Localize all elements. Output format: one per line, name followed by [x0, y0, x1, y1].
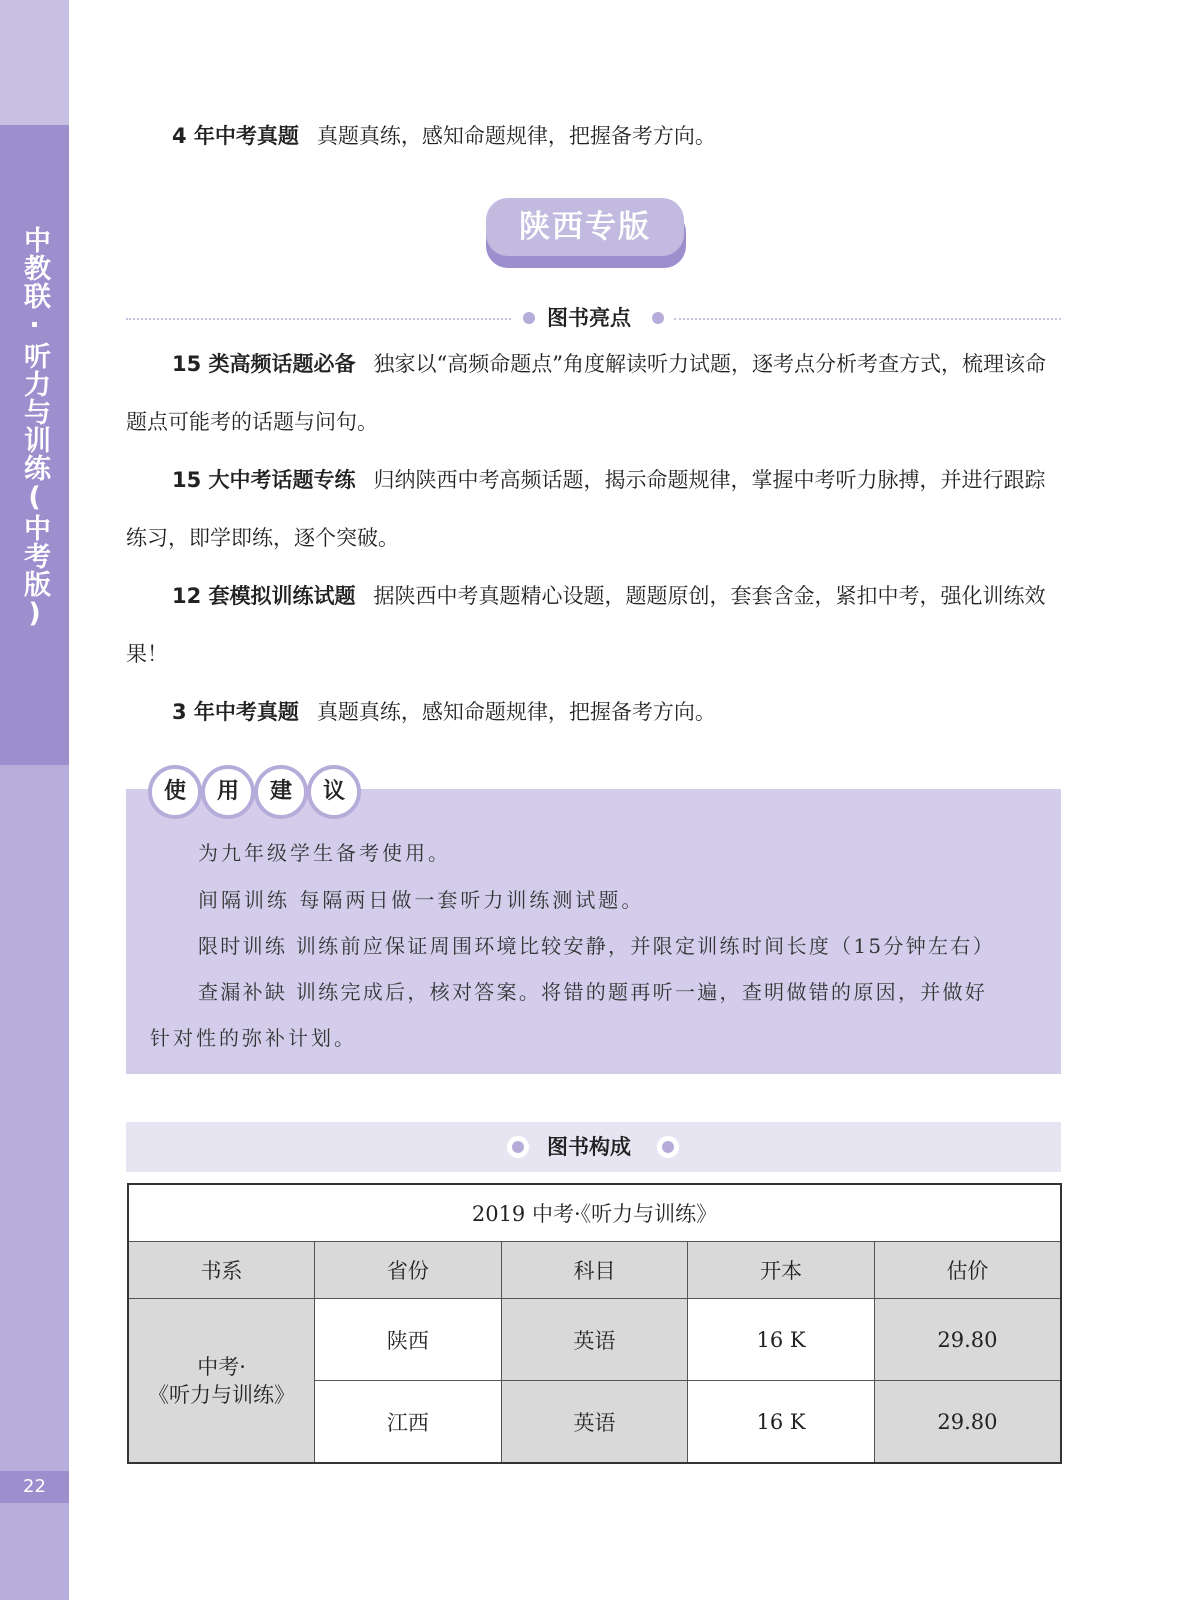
top-paragraph	[126, 116, 1061, 156]
page-number: 22	[23, 1476, 46, 1497]
highlight-item-title: 15 类高频话题必备	[172, 352, 356, 376]
table-header-row	[128, 1242, 1061, 1299]
table-header-cell: 省份	[315, 1242, 502, 1299]
advice-line: 为九年级学生备考使用。	[198, 841, 451, 865]
subject-cell: 英语	[501, 1381, 688, 1464]
price-cell: 29.80	[874, 1299, 1061, 1381]
bullet-ring-right	[657, 1136, 679, 1158]
table-title: 2019 中考·《听力与训练》	[128, 1184, 1061, 1242]
bullet-ring-left	[507, 1136, 529, 1158]
series-line: 中考·	[197, 1354, 246, 1379]
composition-heading: 图书构成	[547, 1135, 631, 1159]
format-cell: 16 K	[688, 1299, 875, 1381]
format-cell: 16 K	[688, 1381, 875, 1464]
advice-line: 查漏补缺 训练完成后，核对答案。将错的题再听一遍，查明做错的原因，并做好	[198, 980, 988, 1004]
advice-heading-char: 用	[201, 765, 255, 819]
dotted-rule-right	[674, 318, 1061, 320]
table-header-cell: 估价	[874, 1242, 1061, 1299]
highlight-item-title: 3 年中考真题	[172, 700, 299, 724]
table-header-cell: 书系	[128, 1242, 315, 1299]
price-cell: 29.80	[874, 1381, 1061, 1464]
advice-heading-char: 议	[307, 765, 361, 819]
province-cell: 陕西	[315, 1299, 502, 1381]
series-cell	[128, 1299, 315, 1464]
province-cell: 江西	[315, 1381, 502, 1464]
side-band-top	[0, 0, 69, 125]
highlight-item-title: 12 套模拟训练试题	[172, 584, 356, 608]
table-header-cell: 开本	[688, 1242, 875, 1299]
bullet-dot-right	[652, 312, 664, 324]
table-row	[128, 1299, 1061, 1381]
top-paragraph-title: 4 年中考真题	[172, 124, 299, 148]
highlight-item	[126, 335, 1061, 451]
advice-line: 间隔训练 每隔两日做一套听力训练测试题。	[198, 888, 645, 912]
advice-heading-char: 建	[254, 765, 308, 819]
dotted-rule-left	[126, 318, 511, 320]
series-line: 《听力与训练》	[148, 1382, 296, 1407]
edition-badge: 陕西专版	[486, 198, 684, 256]
top-paragraph-text: 真题真练，感知命题规律，把握备考方向。	[316, 124, 716, 148]
highlight-item	[126, 451, 1061, 567]
advice-line: 限时训练 训练前应保证周围环境比较安静，并限定训练时间长度（15分钟左右）	[198, 934, 995, 958]
advice-line: 针对性的弥补计划。	[150, 1026, 357, 1050]
table-title-row	[128, 1184, 1061, 1242]
highlight-item	[126, 567, 1061, 683]
highlight-item-text: 据陕西中考真题精心设题，题题原创，套套含金，紧扣中考，强化训练效果！	[126, 584, 1046, 666]
highlight-item-title: 15 大中考话题专练	[172, 468, 356, 492]
table-header-cell: 科目	[501, 1242, 688, 1299]
series-title: 中教联·听力与训练(中考版)	[19, 226, 50, 630]
highlight-item	[126, 683, 1061, 741]
highlights-heading: 图书亮点	[547, 306, 631, 330]
advice-heading-char: 使	[148, 765, 202, 819]
highlight-item-text: 独家以“高频命题点”角度解读听力试题，逐考点分析考查方式，梳理该命题点可能考的话题与问句。	[126, 352, 1047, 434]
highlight-item-text: 归纳陕西中考高频话题，揭示命题规律，掌握中考听力脉搏，并进行跟踪练习，即学即练，逐个突破。	[126, 468, 1046, 550]
highlight-item-text: 真题真练，感知命题规律，把握备考方向。	[316, 700, 716, 724]
subject-cell: 英语	[501, 1299, 688, 1381]
composition-table	[127, 1183, 1062, 1464]
bullet-dot-left	[523, 312, 535, 324]
